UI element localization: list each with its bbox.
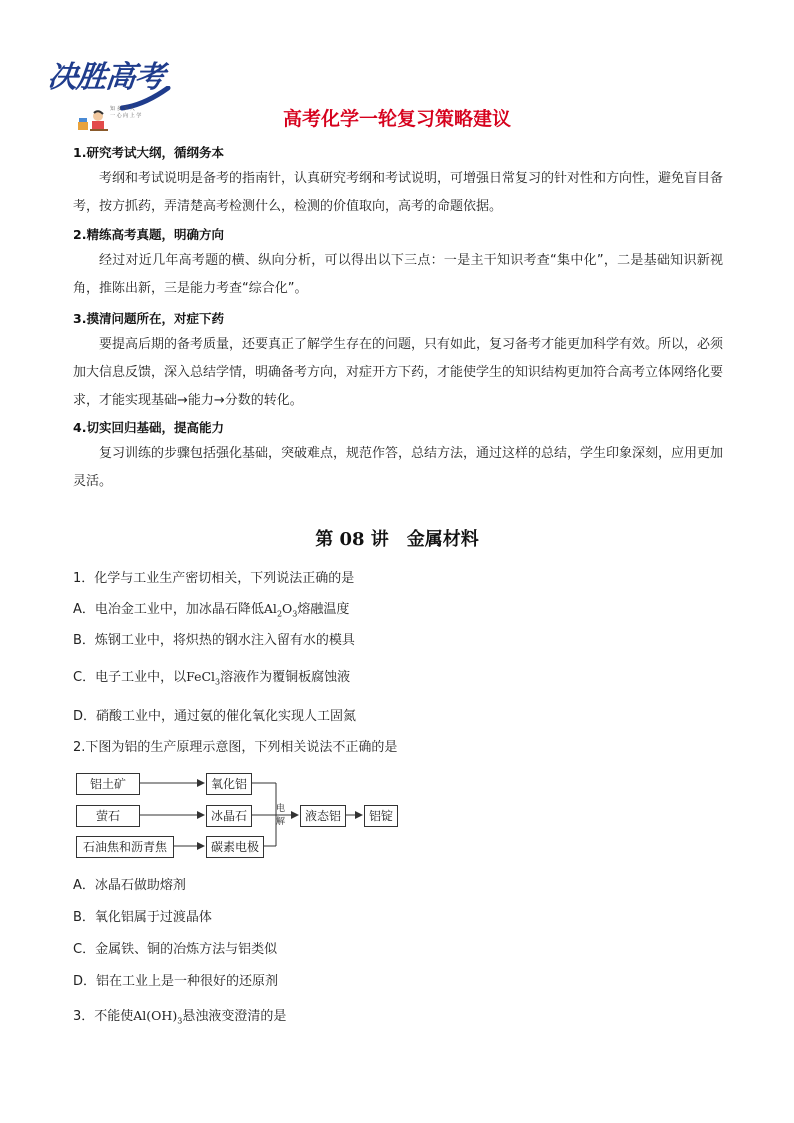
question-2-option-d: D．铝在工业上是一种很好的还原剂 bbox=[73, 974, 279, 989]
page-title: 高考化学一轮复习策略建议 bbox=[282, 108, 511, 130]
question-1-option-d: D．硝酸工业中，通过氨的催化氧化实现人工固氮 bbox=[73, 709, 357, 724]
question-1-option-a: A．电冶金工业中，加冰晶石降低$Al_2O_3$熔融温度 bbox=[73, 601, 350, 619]
section-heading-3: 3.摸清问题所在，对症下药 bbox=[73, 311, 224, 326]
section-text-3: 要提高后期的备考质量，还要真正了解学生存在的问题，只有如此，复习备考才能更加科学有效。所以，必须加大信息反馈，深入总结学情，明确备考方向，对症开方下药，才能使学生的知识结构更加符合高考立体网络化要求，才能实现基础→能力→分数的转化。 bbox=[73, 337, 724, 408]
logo-wordmark: 决胜高考 bbox=[45, 60, 166, 95]
section-text-2: 经过对近几年高考题的横、纵向分析，可以得出以下三点：一是主干知识考查“集中化”，二是基础知识新视角，推陈出新，三是能力考查“综合化”。 bbox=[73, 253, 723, 296]
section-heading-2: 2.精练高考真题，明确方向 bbox=[73, 227, 224, 242]
question-2-option-a: A．冰晶石做助熔剂 bbox=[73, 878, 186, 893]
node-cryolite: 冰晶石 bbox=[206, 805, 252, 827]
section-heading-1: 1.研究考试大纲，循纲务本 bbox=[73, 145, 224, 160]
question-3-stem: 3．不能使$Al(OH)_3$悬浊液变澄清的是 bbox=[73, 1008, 287, 1026]
section-text-4: 复习训练的步骤包括强化基础，突破难点，规范作答，总结方法，通过这样的总结，学生印象深刻，应用更加灵活。 bbox=[73, 446, 724, 489]
electrolysis-label: 电解 bbox=[276, 804, 286, 827]
node-aluminum-ingot: 铝锭 bbox=[364, 805, 398, 827]
section-heading-4: 4.切实回归基础，提高能力 bbox=[73, 420, 224, 435]
question-1-stem: 1．化学与工业生产密切相关，下列说法正确的是 bbox=[73, 571, 355, 586]
node-liquid-aluminum: 液态铝 bbox=[300, 805, 346, 827]
question-1-option-b: B．炼钢工业中，将炽热的钢水注入留有水的模具 bbox=[73, 633, 355, 648]
question-2-option-b: B．氧化铝属于过渡晶体 bbox=[73, 910, 212, 925]
chem-formula: FeCl$_3$ bbox=[186, 669, 221, 687]
lecture-title: 第 08 讲 金属材料 bbox=[315, 529, 479, 550]
node-carbon-electrode: 碳素电极 bbox=[206, 836, 264, 858]
node-petroleum-coke: 石油焦和沥青焦 bbox=[76, 836, 174, 858]
logo-slogan: 知 多 少 人 一 心 向 上 学 bbox=[110, 106, 142, 119]
node-fluorite: 萤石 bbox=[76, 805, 140, 827]
section-text-1: 考纲和考试说明是备考的指南针，认真研究考纲和考试说明，可增强日常复习的针对性和方向性，避免盲目备考，按方抓药，弄清楚高考检测什么，检测的价值取向，高考的命题依据。 bbox=[73, 171, 724, 214]
question-2-option-c: C．金属铁、铜的冶炼方法与铝类似 bbox=[73, 942, 278, 957]
question-1-option-c: C．电子工业中，以FeCl$_3$溶液作为覆铜板腐蚀液 bbox=[73, 669, 351, 687]
question-2-stem: 2.下图为铝的生产原理示意图，下列相关说法不正确的是 bbox=[73, 740, 398, 755]
chem-formula: $Al(OH)_3$ bbox=[133, 1008, 183, 1026]
node-alumina: 氧化铝 bbox=[206, 773, 252, 795]
chem-formula: $Al_2O_3$ bbox=[263, 601, 298, 619]
node-bauxite: 铝土矿 bbox=[76, 773, 140, 795]
